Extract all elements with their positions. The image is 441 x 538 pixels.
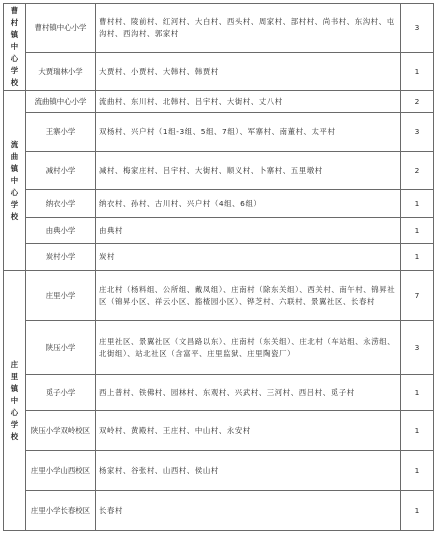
village-list: 纳衣村、孙村、古川村、兴户村（4组、6组） [96,190,401,218]
village-list: 庄里社区、景翼社区（文昌路以东）、庄南村（东关组）、庄北村（车站组、永涝组、北街组）、站北社区（含富平、庄里监狱、庄里陶瓷厂） [96,321,401,375]
village-list: 双杨村、兴户村（1组-3组、5组、7组）、军寨村、南董村、太平村 [96,113,401,152]
district-cell: 曹村镇中心学校 [4,4,26,91]
table-row [4,91,434,113]
school-district-table [3,3,434,531]
village-list: 双岭村、黄殿村、王庄村、中山村、永安村 [96,411,401,451]
district-cell: 流曲镇中心学校 [4,91,26,271]
table-row [4,4,434,53]
table-row [4,271,434,321]
school-name: 觅子小学 [26,375,96,411]
count-cell: 3 [401,321,434,375]
village-list: 减村、梅家庄村、吕宇村、大街村、顺义村、卜寨村、五里墩村 [96,152,401,190]
count-cell: 2 [401,152,434,190]
table-row [4,113,434,152]
count-cell: 1 [401,244,434,271]
village-list: 由典村 [96,218,401,244]
count-cell: 1 [401,53,434,91]
table-row [4,218,434,244]
count-cell: 1 [401,375,434,411]
table-row [4,451,434,491]
table-row [4,411,434,451]
village-list: 曹村村、陵前村、红河村、大白村、西头村、周家村、部村村、尚书村、东沟村、屯沟村、西沟村、郭家村 [96,4,401,53]
school-name: 王寨小学 [26,113,96,152]
count-cell: 1 [401,451,434,491]
table-row [4,321,434,375]
table-row [4,244,434,271]
village-list: 炭村 [96,244,401,271]
village-list: 大贾村、小贾村、大韩村、韩贾村 [96,53,401,91]
school-name: 纳衣小学 [26,190,96,218]
school-name: 大贾瑞林小学 [26,53,96,91]
school-name: 庄里小学 [26,271,96,321]
school-name: 曹村镇中心小学 [26,4,96,53]
count-cell: 1 [401,491,434,531]
district-cell: 庄里镇中心学校 [4,271,26,531]
count-cell: 3 [401,4,434,53]
count-cell: 2 [401,91,434,113]
count-cell: 1 [401,411,434,451]
table-row [4,53,434,91]
village-list: 杨家村、谷张村、山西村、侯山村 [96,451,401,491]
count-cell: 7 [401,271,434,321]
school-name: 庄里小学长春校区 [26,491,96,531]
school-name: 流曲镇中心小学 [26,91,96,113]
table-row [4,375,434,411]
school-name: 陕压小学 [26,321,96,375]
school-name: 减村小学 [26,152,96,190]
count-cell: 1 [401,218,434,244]
village-list: 流曲村、东川村、北韩村、吕宇村、大街村、丈八村 [96,91,401,113]
count-cell: 1 [401,190,434,218]
school-name: 庄里小学山西校区 [26,451,96,491]
table-row [4,491,434,531]
table-row [4,190,434,218]
village-list: 长春村 [96,491,401,531]
school-name: 陕压小学双岭校区 [26,411,96,451]
count-cell: 3 [401,113,434,152]
village-list: 西上普村、铁佛村、园林村、东观村、兴武村、三河村、西吕村、觅子村 [96,375,401,411]
school-name: 由典小学 [26,218,96,244]
village-list: 庄北村（杨料组、公所组、戴凤组）、庄南村（除东关组）、西关村、南午村、锦昇社区（锦昇小区、祥云小区、豁楂园小区）、铧芝村、六联村、景翼社区、长春村 [96,271,401,321]
table-row [4,152,434,190]
school-name: 炭村小学 [26,244,96,271]
